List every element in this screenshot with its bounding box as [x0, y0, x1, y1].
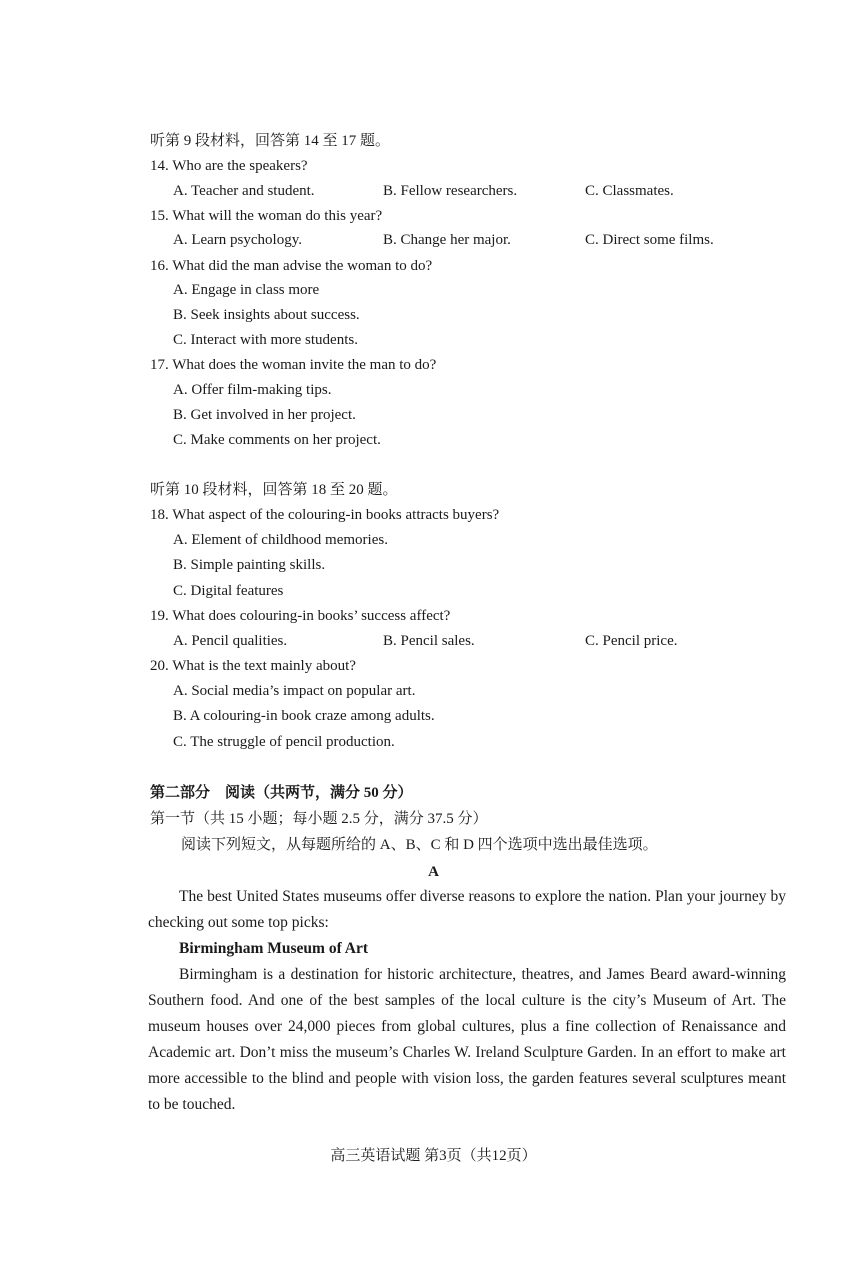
question-17-option-a: A. Offer film-making tips.	[173, 382, 332, 398]
museum-title: Birmingham Museum of Art	[179, 940, 369, 957]
question-15-option-b: B. Change her major.	[383, 232, 511, 248]
question-18-option-c: C. Digital features	[173, 583, 284, 599]
section-9-header: 听第 9 段材料，回答第 14 至 17 题。	[150, 133, 391, 149]
question-17-option-b: B. Get involved in her project.	[173, 407, 356, 423]
part-2-heading: 第二部分 阅读（共两节，满分 50 分）	[150, 785, 413, 801]
question-19-option-a: A. Pencil qualities.	[173, 633, 288, 649]
question-20-option-a: A. Social media’s impact on popular art.	[173, 683, 416, 699]
question-14-option-c: C. Classmates.	[585, 183, 674, 199]
question-19-option-c: C. Pencil price.	[585, 633, 678, 649]
question-16-option-c: C. Interact with more students.	[173, 332, 358, 348]
question-17-stem: 17. What does the woman invite the man to do?	[150, 357, 437, 373]
question-20-stem: 20. What is the text mainly about?	[150, 658, 356, 674]
question-17-option-c: C. Make comments on her project.	[173, 432, 381, 448]
question-15-option-a: A. Learn psychology.	[173, 232, 302, 248]
question-19-option-b: B. Pencil sales.	[383, 633, 475, 649]
question-16-stem: 16. What did the man advise the woman to do?	[150, 258, 433, 274]
question-14-stem: 14. Who are the speakers?	[150, 158, 308, 174]
passage-intro: The best United States museums offer diverse reasons to explore the nation. Plan your journey by checking out some top picks:	[148, 888, 786, 931]
question-16-option-a: A. Engage in class more	[173, 282, 320, 298]
question-14-option-a: A. Teacher and student.	[173, 183, 315, 199]
question-18-option-a: A. Element of childhood memories.	[173, 532, 388, 548]
question-14-option-b: B. Fellow researchers.	[383, 183, 518, 199]
page-footer: 高三英语试题 第3页（共12页）	[330, 1148, 537, 1164]
question-19-stem: 19. What does colouring-in books’ success affect?	[150, 608, 451, 624]
question-18-option-b: B. Simple painting skills.	[173, 557, 326, 573]
question-15-stem: 15. What will the woman do this year?	[150, 208, 383, 224]
question-20-option-b: B. A colouring-in book craze among adults.	[173, 708, 435, 724]
passage-label: A	[428, 864, 439, 880]
question-18-stem: 18. What aspect of the colouring-in books attracts buyers?	[150, 507, 500, 523]
part-2-instruction: 阅读下列短文，从每题所给的 A、B、C 和 D 四个选项中选出最佳选项。	[181, 837, 658, 853]
question-16-option-b: B. Seek insights about success.	[173, 307, 360, 323]
part-2-subheading: 第一节（共 15 小题；每小题 2.5 分，满分 37.5 分）	[150, 811, 488, 827]
question-20-option-c: C. The struggle of pencil production.	[173, 734, 395, 750]
question-15-option-c: C. Direct some films.	[585, 232, 714, 248]
museum-paragraph: Birmingham is a destination for historic architecture, theatres, and James Beard award-winning Southern food. And one of the best samples of the local culture is the city’s Museum of Art. The museum houses over 24,000 pieces from global cultures, plus a fine collection of Renaissance and Academic art. Don’t miss the museum’s Charles W. Ireland Sculpture Garden. In an effort to make art more accessible to the blind and people with vision loss, the garden features several sculptures meant to be touched.	[148, 966, 786, 1113]
section-10-header: 听第 10 段材料，回答第 18 至 20 题。	[150, 482, 398, 498]
